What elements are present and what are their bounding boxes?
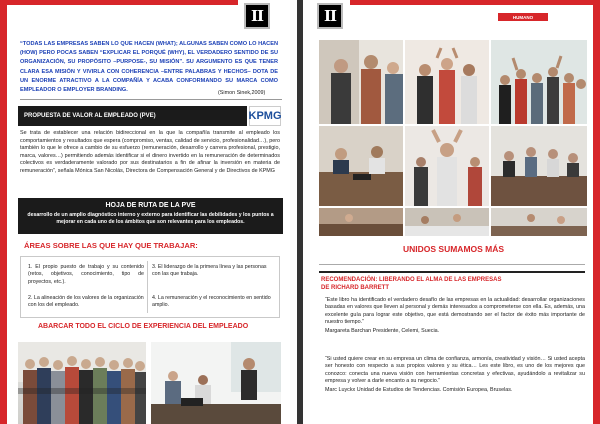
section-tag: HUMANO — [498, 13, 548, 21]
area-item: 4. La remuneración y el reconocimiento en sentido amplio. — [152, 295, 271, 309]
divider — [319, 264, 585, 265]
area-item: 2. La alineación de los valores de la organización con los del empleado. — [28, 295, 144, 309]
team-photo — [18, 342, 146, 424]
left-red-margin — [0, 0, 7, 424]
kpmg-logo: KPMG — [249, 106, 281, 126]
left-page — [0, 0, 297, 424]
areas-divider — [147, 261, 148, 313]
areas-heading: ÁREAS SOBRE LAS QUE HAY QUE TRABAJAR: — [24, 241, 198, 250]
right-red-margin — [593, 0, 600, 424]
collage-photo — [405, 208, 489, 236]
right-top-red-rule — [350, 0, 600, 5]
recommendation-title-line: RECOMENDACIÓN: LIBERANDO EL ALMA DE LAS EMPRESAS — [321, 277, 502, 283]
collage-photo — [319, 126, 403, 206]
review-one — [325, 297, 585, 335]
pve-body: Se trata de establecer una relación bidireccional en la que la compañía transmite al empleado los comportamientos y resultados que espera (compromiso, ventas, calidad de servicio, profesionalidad…), pero también lo que le ofrece a cambio de su esfuerzo (remuneración, desarrollo y carrera profesional, prestigio, marca, valores…) permitiendo además identificar si el dinero invertido en la remuneración de determinados colectivos es verdaderamente valorado por sus destinatarios a fin de afinar la inversión en materia de remuneración”, señala Mónica San Nicolás, Directora de Compensación General y de Directivos de KPMG — [20, 130, 280, 174]
left-top-red-rule — [0, 0, 238, 5]
review-text: “Si usted quiere crear en su empresa un clima de confianza, armonía, creatividad y visión… Si usted acepta ser honesto con respecto a sus propios valores y su ética… Les este libro, es uno de los mejores que conozco: conecta una nueva visión con herramientas concretas y efectivas, ayudándolo a revitalizar su empresa y volver a darle encanto a su negocio.” — [325, 356, 585, 385]
review-author: Margareta Barchan Presidente, Celemi, Suecia. — [325, 327, 440, 334]
collage-photo — [491, 40, 587, 124]
area-item: 3. El liderazgo de la primera línea y las personas con las que trabaja. — [152, 264, 267, 278]
review-text: “Este libro ha identificado el verdadero desafío de las empresas en la actualidad: desarrollar organizaciones basadas en valores que lleven al personal y demás interesados a comprometerse con ella. Es, además, una excelente guía para lograr este objetivo, que está demostrando ser el factor de éxito más importante de nuestro tiempo.” — [325, 297, 585, 326]
review-two — [325, 356, 585, 394]
quote-citation: (Simon Sinek,2009) — [218, 90, 266, 96]
rec-rule — [319, 271, 585, 273]
collage-photo — [405, 40, 489, 124]
united-heading: UNIDOS SUMAMOS MÁS — [403, 244, 505, 254]
recommendation-title-line: DE RICHARD BARRETT — [321, 285, 389, 291]
chapter-badge: II — [317, 3, 343, 29]
collage-photo — [405, 126, 489, 206]
divider — [20, 99, 282, 100]
office-photo — [151, 342, 281, 424]
right-page — [303, 0, 600, 424]
roadmap-block — [18, 198, 283, 234]
collage-photo — [491, 208, 587, 236]
collage-photo — [319, 208, 403, 236]
cycle-heading: ABARCAR TODO EL CICLO DE EXPERIENCIA DEL EMPLEADO — [38, 323, 249, 330]
roadmap-title: HOJA DE RUTA DE LA PVE — [105, 202, 196, 209]
sinek-quote: “TODAS LAS EMPRESAS SABEN LO QUE HACEN (WHAT); ALGUNAS SABEN COMO LO HACEN (HOW) PERO POCAS SABEN “EXPLICAR EL PORQUÉ (WHY), EL VERDADERO SENTIDO DE SU ORGANIZACIÓN, SU PROPÓSITO –PURPOSE-, SU MISIÓN”. SU ARGUMENTO ES QUE TENER CLARA ESA MISIÓN Y VIVIRLA CON COHERENCIA –ENTRE PALABRAS Y HECHOS– DOTA DE UN ENORME ATRACTIVO A LA COMPAÑÍA Y ACABA CONFORMANDO SU MARCA COMO EMPLEADOR O EMPLOYER BRANDING. — [20, 41, 278, 94]
recommendation-title — [321, 276, 501, 292]
review-author: Marc Luyckx Unidad de Estudios de Tendencias. Comisión Europea, Bruselas. — [325, 386, 513, 393]
pve-section-title: PROPUESTA DE VALOR AL EMPLEADO (PVE) — [18, 106, 247, 126]
collage-photo — [491, 126, 587, 206]
chapter-badge: II — [244, 3, 270, 29]
area-item: 1. El propio puesto de trabajo y su contenido (retos, objetivos, conocimiento, tipo de proyectos, etc.). — [28, 264, 144, 285]
areas-box — [20, 256, 280, 318]
roadmap-body: desarrollo de un amplio diagnóstico interno y externo para identificar las debilidades y los puntos a mejorar en cada uno de los ámbitos que son relevantes para los empleados. — [27, 212, 274, 225]
collage-photo — [319, 40, 403, 124]
